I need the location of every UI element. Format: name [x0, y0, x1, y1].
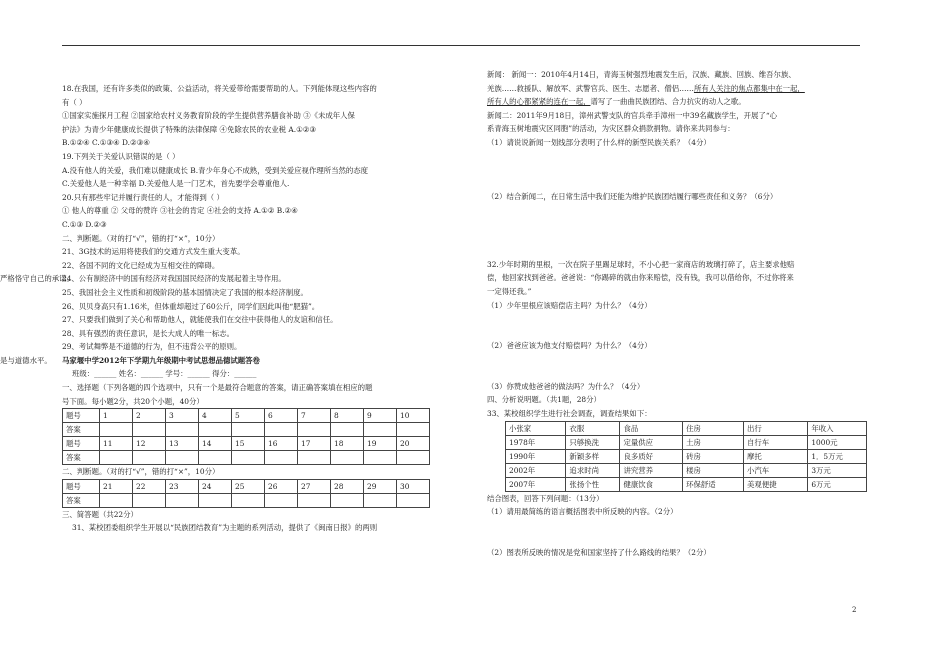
table-cell: 25	[232, 479, 265, 493]
judge-answer-title: 二、判断题。（对的打“√”，错的打“×”，10分）	[62, 467, 220, 477]
table-cell	[199, 451, 232, 465]
table-cell	[265, 451, 298, 465]
judge-item: 29、考试舞弊是不道德的行为，但不违背公平的原则。	[62, 342, 242, 352]
table-cell	[100, 493, 133, 507]
table-cell: 美观便捷	[744, 477, 808, 491]
table-cell: 7	[298, 409, 331, 423]
table-cell: 良多质好	[620, 449, 683, 463]
table-cell: 答案	[63, 423, 100, 437]
table-cell: 26	[265, 479, 298, 493]
judge-item: 24、公有制经济中的国有经济对我国国民经济的发展起着主导作用。	[62, 274, 286, 284]
table-cell	[265, 423, 298, 437]
question-33-1: （1）请用最简练的语言概括图表中所反映的内容。（2分）	[487, 507, 678, 517]
table-cell: 6	[265, 409, 298, 423]
table-row	[63, 479, 430, 493]
table-cell: 小汽车	[744, 463, 808, 477]
question-20: 20.只有那些牢记并履行责任的人，才能得到（ ） ① 他人的尊重 ② 父母的赞许 ③社会的肯定 ④社会的支持 A.①② B.②④ C.①③ D.②③	[62, 192, 298, 229]
table-cell	[199, 493, 232, 507]
header-rule	[62, 45, 860, 46]
question-19: 19.下列关于关爱认识错误的是（ ） A.没有他人的关爱，我们难以健康成长 B.青少年身心不成熟，受到关爱应视作理所当然的态度 C.关爱他人是一种幸福 D.关爱他人是一门艺术，首先要学会尊重他人.	[62, 151, 369, 189]
table-cell: 自行车	[744, 435, 808, 449]
table-cell	[265, 493, 298, 507]
question-32-1: （1）少年里根应该赔偿店主吗？为什么？（4分）	[487, 300, 652, 310]
table-row	[506, 463, 867, 477]
question-31: 31、某校团委组织学生开展以“民族团结教育”为主题的系列活动，提供了《闽南日报》的两则	[72, 523, 378, 533]
table-header-row	[506, 421, 867, 435]
table-cell: 张扬个性	[566, 477, 620, 491]
table-cell	[397, 423, 430, 437]
table-cell: 11	[100, 437, 133, 451]
judge-item: 26、贝贝身高只有1.16米，但体重却超过了60公斤，同学们因此叫他“肥猫”。	[62, 301, 320, 311]
left-column: 18.在我国，还有许多类似的政策、公益活动，将关爱带给需要帮助的人。下列能体现这些内容的 有（ ） ①国家实施探月工程 ②国家给农村义务教育阶段的学生提供营养膳食补助 ③《未成年人保 护法》为青少年健康成长提供了特殊的法律保障 ④免除农民的农业税 A.①②③ B.①②④ C.①③④ D.②③④ 19.下列关于关爱认识错误的是（ ） A.没有他人的关爱，我们难以健康成长 B.青少年身心不成熟，受到关爱应视作理所当然的态度 C.关爱他人是一种幸福 D.关爱他人是一门艺术，首先要学会尊重他人. 20.只有那些牢记并履行责任的人，才能得到（ ） ① 他人的尊重 ② 父母的赞许 ③社会的肯定 ④社会的支持 A.①② B.②④ C.①③ D.②③ 二、判断题。（对的打“√”，错的打“×”，10分） 21、3G技术的运用将使我们的交通方式发生重大变革。 22、各国不同的文化已经成为互相交往的障碍。 严格恪守自己的承诺。 24、公有制经济中的国有经济对我国国民经济的发展起着主导作用。 25、我国社会主义性质和初级阶段的基本国情决定了我国的根本经济制度。 26、贝贝身高只有1.16米，但体重却超过了60公斤，同学们因此叫他“肥猫”。 27、只要我们做到了关心和帮助他人，就能使我们在交往中获得他人的友谊和信任。 28、具有强烈的责任意识，是长大成人的唯一标志。 29、考试舞弊是不道德的行为，但不违背公平的原则。 是与道德水平。 马家堰中学2012年下学期九年级期中考试思想品德试题答卷 班级：______ 姓名：______ 学号：______ 得分：______ 一、选择题（下列各题的四个选项中，只有一个是最符合题意的答案，请正确答案填在相应的题 号下面。每小题2分，共20个小题，40分） 题号 1 2 3 4 5 6 7 8 9 10 答案 题号 11 12 13 14 15 16 17 18 19 20 答案 二、判断题。（对的打“√”，错的打“×”，10分） 题号 21 22 23 24 25 26 27 28 29 30 答案 三、简答题（共22分） 31、某校团委组织学生开展以“民族团结教育”为主题的系列活动，提供了《闽南日报》的两则	[62, 82, 447, 535]
table-cell: 答案	[63, 451, 100, 465]
student-info-line: 班级：______ 姓名：______ 学号：______ 得分：______	[72, 369, 257, 379]
table-row	[63, 423, 430, 437]
table-cell: 2002年	[506, 463, 566, 477]
table-cell: 1990年	[506, 449, 566, 463]
underlined-text: 所有人的心都紧紧的连在一起，	[487, 97, 591, 107]
question-33-2: （2）图表所反映的情况是党和国家坚持了什么路线的结果？（2分）	[487, 547, 711, 557]
table-cell	[166, 493, 199, 507]
judge-item: 21、3G技术的运用将使我们的交通方式发生重大变革。	[62, 247, 245, 257]
table-row	[63, 409, 430, 423]
table-cell: 题号	[63, 409, 100, 423]
judge-answer-table	[62, 479, 430, 508]
choice-answer-table	[62, 408, 430, 465]
table-cell: 新颖多样	[566, 449, 620, 463]
question-31-1: （1）请说说新闻一划线部分表明了什么样的新型民族关系？（4分）	[487, 137, 711, 147]
table-cell: 20	[397, 437, 430, 451]
table-row	[63, 437, 430, 451]
table-cell: 16	[265, 437, 298, 451]
question-32: 32.少年时期的里根，一次在院子里踢足球时，不小心把一家商店的玻璃打碎了，店主要求他赔	[487, 259, 795, 269]
table-cell: 1000元	[808, 435, 867, 449]
underlined-text: 所有人关注的焦点都集中在一起，	[693, 83, 805, 93]
table-cell	[133, 451, 166, 465]
judge-item: 27、只要我们做到了关心和帮助他人，就能使我们在交往中获得他人的友谊和信任。	[62, 315, 338, 325]
table-cell: 摩托	[744, 449, 808, 463]
table-header-cell: 出行	[744, 421, 808, 435]
table-cell	[232, 423, 265, 437]
table-cell: 题号	[63, 479, 100, 493]
table-cell: 讲究营养	[620, 463, 683, 477]
table-cell: 14	[199, 437, 232, 451]
table-cell: 4	[199, 409, 232, 423]
table-header-cell: 食品	[620, 421, 683, 435]
table-cell: 答案	[63, 493, 100, 507]
table-cell: 3	[166, 409, 199, 423]
question-32-2: （2）爸爸应该为他支付赔偿吗？为什么？（4分）	[487, 341, 652, 351]
table-cell: 18	[331, 437, 364, 451]
table-cell	[364, 451, 397, 465]
table-cell: 17	[298, 437, 331, 451]
table-cell: 6万元	[808, 477, 867, 491]
table-cell	[298, 451, 331, 465]
table-cell: 健康饮食	[620, 477, 683, 491]
news-one: 新闻： 新闻一：2010年4月14日，青海玉树强烈地震发生后，汉族、藏族、回族、维吾尔族、	[487, 70, 796, 79]
table-header-cell: 年收入	[808, 421, 867, 435]
table-header-cell: 小张家	[506, 421, 566, 435]
question-33-prompt: 结合图表，回答下列问题：（13分）	[487, 493, 604, 503]
table-cell	[331, 451, 364, 465]
survey-table	[505, 421, 867, 492]
table-cell: 10	[397, 409, 430, 423]
table-cell: 27	[298, 479, 331, 493]
judge-item: 22、各国不同的文化已经成为互相交往的障碍。	[62, 260, 220, 270]
table-cell: 23	[166, 479, 199, 493]
table-cell: 22	[133, 479, 166, 493]
table-cell	[298, 493, 331, 507]
table-cell	[166, 423, 199, 437]
table-row	[506, 435, 867, 449]
table-cell: 5	[232, 409, 265, 423]
judge-item: 28、具有强烈的责任意识，是长大成人的唯一标志。	[62, 328, 235, 338]
question-31-2: （2）结合新闻二，在日常生活中我们还能为维护民族团结履行哪些责任和义务？（6分）	[487, 192, 778, 202]
judge-item: 25、我国社会主义性质和初级阶段的基本国情决定了我国的根本经济制度。	[62, 287, 308, 297]
table-cell: 楼房	[683, 463, 744, 477]
table-row	[506, 477, 867, 491]
table-cell: 9	[364, 409, 397, 423]
page-number: 2	[852, 606, 857, 614]
cutoff-text: 严格恪守自己的承诺。	[0, 274, 74, 284]
table-cell: 28	[331, 479, 364, 493]
table-cell	[166, 451, 199, 465]
table-cell: 题号	[63, 437, 100, 451]
table-row	[63, 493, 430, 507]
table-cell: 2	[133, 409, 166, 423]
short-answer-title: 三、简答题（共22分）	[62, 509, 138, 519]
table-cell: 1	[100, 409, 133, 423]
table-cell: 3万元	[808, 463, 867, 477]
right-column: 新闻： 新闻一：2010年4月14日，青海玉树强烈地震发生后，汉族、藏族、回族、维吾尔族、 羌族……救援队、解放军、武警官兵、医生、志愿者、僧侣……所有人关注的焦点都集中在一起， 所有人的心都紧紧的连在一起，谱写了一曲曲民族团结、合力抗灾的动人之歌。 新闻二：2011年9月18日，漳州武警支队的官兵牵手漳州一中39名藏族学生，开展了“心 系青海玉树地震灾区同胞”的活动，为灾区群众捐款捐物。请你来共同参与： （1）请说说新闻一划线部分表明了什么样的新型民族关系？（4分） （2）结合新闻二，在日常生活中我们还能为维护民族团结履行哪些责任和义务？（6分） 32.少年时期的里根，一次在院子里踢足球时，不小心把一家商店的玻璃打碎了，店主要求他赔 偿，他回家找到爸爸。爸爸说：“你踢碎的就由你来赔偿，没有钱，我可以借给你，不过你将来 一定得还我。” （1）少年里根应该赔偿店主吗？为什么？（4分） （2）爸爸应该为他支付赔偿吗？为什么？（4分） （3）你赞成他爸爸的做法吗？为什么？（4分） 四、分析说明题。（共1题，28分） 33、某校组织学生进行社会调查，调查结果如下： 小张家 衣服 食品 住房 出行 年收入 1978年 只够换洗 定量供应 土房 自行车 1000元 1990年 新颖多样 良多质好 砖房 摩托 1．5万元 2002年 追求时尚 讲究营养 楼房 小汽车 3万元 2007年 张扬个性 健康饮食 环保舒适 美观便捷 6万元 结合图表，回答下列问题：（13分） （1）请用最简练的语言概括图表中所反映的内容。（2分） （2）图表所反映的情况是党和国家坚持了什么路线的结果？（2分）	[487, 68, 867, 559]
table-header-cell: 住房	[683, 421, 744, 435]
question-33: 33、某校组织学生进行社会调查，调查结果如下：	[487, 408, 652, 418]
table-cell	[298, 423, 331, 437]
table-cell	[364, 423, 397, 437]
answer-sheet-title: 马家堰中学2012年下学期九年级期中考试思想品德试题答卷	[62, 355, 260, 365]
table-cell: 30	[397, 479, 430, 493]
table-cell: 29	[364, 479, 397, 493]
table-cell: 19	[364, 437, 397, 451]
table-row	[506, 449, 867, 463]
news-two: 新闻二：2011年9月18日，漳州武警支队的官兵牵手漳州一中39名藏族学生，开展了“心	[487, 110, 777, 120]
table-cell	[133, 423, 166, 437]
analysis-section-title: 四、分析说明题。（共1题，28分）	[487, 395, 601, 405]
table-cell: 21	[100, 479, 133, 493]
table-cell	[232, 451, 265, 465]
table-cell	[397, 493, 430, 507]
table-cell	[232, 493, 265, 507]
table-cell: 土房	[683, 435, 744, 449]
table-cell: 只够换洗	[566, 435, 620, 449]
table-cell: 8	[331, 409, 364, 423]
table-cell: 砖房	[683, 449, 744, 463]
table-cell	[100, 451, 133, 465]
table-cell: 15	[232, 437, 265, 451]
table-cell	[100, 423, 133, 437]
table-cell: 2007年	[506, 477, 566, 491]
table-cell: 定量供应	[620, 435, 683, 449]
table-cell: 13	[166, 437, 199, 451]
table-cell: 1978年	[506, 435, 566, 449]
question-32-3: （3）你赞成他爸爸的做法吗？为什么？（4分）	[487, 381, 645, 391]
table-cell: 环保舒适	[683, 477, 744, 491]
table-cell: 追求时尚	[566, 463, 620, 477]
table-row	[63, 451, 430, 465]
question-18: 18.在我国，还有许多类似的政策、公益活动，将关爱带给需要帮助的人。下列能体现这些内容的 有（ ） ①国家实施探月工程 ②国家给农村义务教育阶段的学生提供营养膳食补助 ③《未成年人保 护法》为青少年健康成长提供了特殊的法律保障 ④免除农民的农业税 A.①②③ B.①②④ C.①③④ D.②③④	[62, 84, 377, 148]
table-cell	[331, 493, 364, 507]
table-cell: 12	[133, 437, 166, 451]
table-cell	[199, 423, 232, 437]
cutoff-text: 是与道德水平。	[0, 355, 52, 365]
table-cell	[331, 423, 364, 437]
table-cell	[133, 493, 166, 507]
judge-section-title: 二、判断题。（对的打“√”，错的打“×”，10分）	[62, 233, 220, 243]
choice-section-title: 一、选择题（下列各题的四个选项中，只有一个是最符合题意的答案，请正确答案填在相应的题	[62, 383, 373, 393]
table-cell: 24	[199, 479, 232, 493]
table-cell	[397, 451, 430, 465]
table-cell: 1．5万元	[808, 449, 867, 463]
table-header-cell: 衣服	[566, 421, 620, 435]
table-cell	[364, 493, 397, 507]
